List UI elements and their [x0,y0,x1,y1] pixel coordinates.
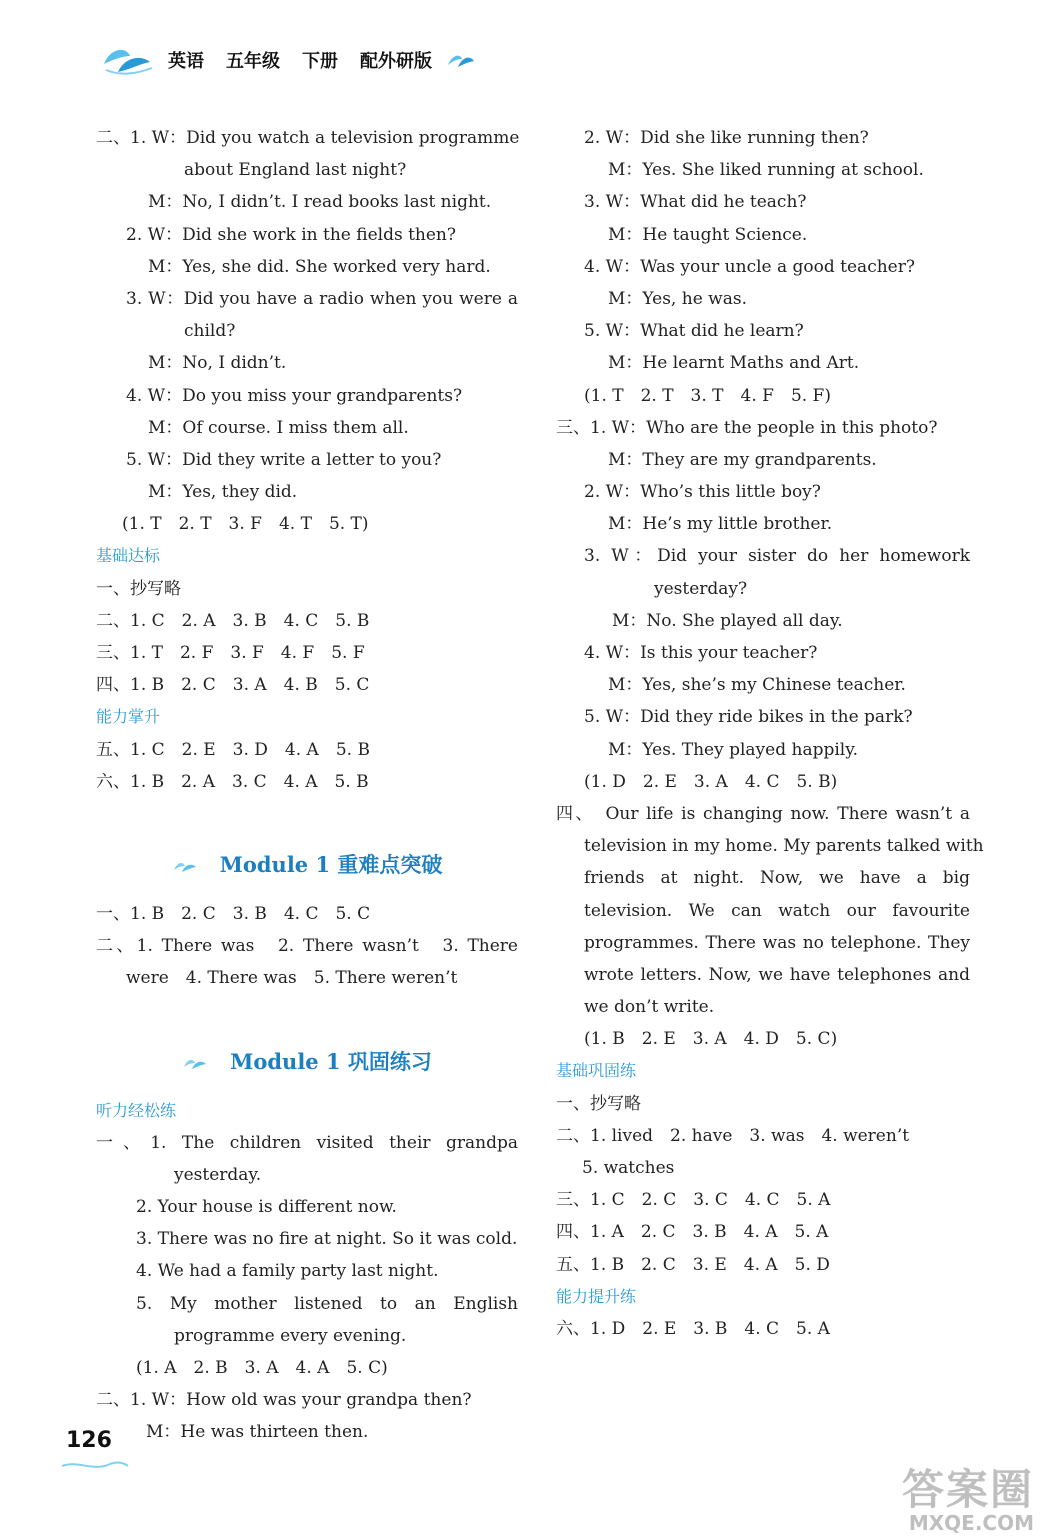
answer-line: 2. Your house is different now. [136,1197,397,1218]
module-heading-text: Module 1 巩固练习 [230,1048,432,1074]
answer-line: M：Yes. They played happily. [608,739,858,760]
answer-line: 一、1. B 2. C 3. B 4. C 5. C [96,903,371,924]
answer-line: 5. W：What did he learn? [584,321,804,342]
header-volume: 下册 [302,51,338,72]
answer-line: M：He was thirteen then. [146,1422,369,1443]
answer-line: 一、抄写略 [556,1093,641,1114]
answer-line: friends at night. Now, we have a big [584,868,970,889]
leaf-icon [172,858,198,874]
answer-line: child? [184,321,236,342]
answer-line: 二、1. W：Did you watch a television programme [96,128,520,148]
answer-line: 5. W：Did they write a letter to you? [126,449,442,470]
answer-line: M：Yes, they did. [148,482,298,503]
module-heading [96,832,518,898]
left-column [96,122,518,1449]
answer-line: 四、1. B 2. C 3. A 4. B 5. C [96,675,370,696]
watermark-url: MXQE.COM [908,1511,1034,1535]
answer-line: (1. A 2. B 3. A 4. A 5. C) [136,1358,388,1378]
answer-line: (1. D 2. E 3. A 4. C 5. B) [584,771,838,792]
answer-line: were 4. There was 5. There weren’t [126,968,458,989]
answer-line: we don’t write. [584,997,715,1018]
answer-line: M：They are my grandparents. [608,449,877,470]
section-label: 听力经松练 [96,1100,177,1120]
section-label: 能力提升练 [556,1286,637,1306]
answer-line: yesterday. [174,1164,262,1185]
answer-line: 3. There was no fire at night. So it was cold. [136,1229,518,1250]
module-heading-text: Module 1 重难点突破 [219,851,443,877]
answer-line: 4. W：Do you miss your grandparents? [126,385,463,406]
page-header [100,42,476,78]
answer-line: television. We can watch our favourite [584,900,970,921]
answer-line: 4. We had a family party last night. [136,1261,439,1282]
leaf-small-icon [446,49,476,71]
answer-line: 四、1. A 2. C 3. B 4. A 5. A [556,1222,829,1243]
answer-line: 2. W：Did she like running then? [584,128,869,148]
page-number: 126 [66,1428,112,1453]
answer-line: 4. W：Is this your teacher? [584,643,818,663]
answer-line: M：No, I didn’t. [148,353,287,374]
answer-line: 5. W：Did they ride bikes in the park? [584,707,913,728]
answer-line: 一、抄写略 [96,578,181,599]
answer-line: M：Yes, he was. [608,288,747,309]
answer-line: 3. W：What did he teach? [584,192,807,213]
answer-line: television in my home. My parents talked with [584,836,984,857]
answer-line: 五、1. B 2. C 3. E 4. A 5. D [556,1254,830,1275]
watermark-logo: 答案圈 [901,1465,1034,1514]
answer-line: 三、1. T 2. F 3. F 4. F 5. F [96,643,365,663]
answer-line: 二、1. W：How old was your grandpa then? [96,1390,472,1411]
module-heading [96,1029,518,1095]
answer-line: 3. W：Did you have a radio when you were a [126,288,518,309]
answer-line: 二、1. lived 2. have 3. was 4. weren’t [556,1125,910,1146]
answer-line: 一、1. The children visited their grandpa [96,1132,518,1153]
answer-line: about England last night? [184,160,407,181]
header-edition: 配外研版 [360,51,432,72]
answer-line: (1. T 2. T 3. F 4. T 5. T) [122,514,369,535]
answer-line: M：He’s my little brother. [608,514,833,535]
answer-line: 二、1. C 2. A 3. B 4. C 5. B [96,610,370,631]
section-gap [96,995,518,1029]
answer-line: 四、 Our life is changing now. There wasn’t a [556,803,970,824]
answer-line: 3. W：Did your sister do her homework [584,546,970,567]
page-swirl-icon [60,1458,130,1472]
answer-line: M：He taught Science. [608,224,808,245]
section-label: 能力掌升 [96,707,161,727]
watermark [901,1465,1034,1535]
answer-line: 六、1. D 2. E 3. B 4. C 5. A [556,1318,830,1339]
answer-line: wrote letters. Now, we have telephones and [584,964,970,985]
answer-line: yesterday? [654,578,748,599]
answer-line: 三、1. C 2. C 3. C 4. C 5. A [556,1190,831,1211]
section-gap [96,798,518,832]
answer-line: 2. W：Who’s this little boy? [584,482,821,503]
answer-line: M：No, I didn’t. I read books last night. [148,192,492,213]
leaf-decoration-icon [100,42,156,78]
answer-line: M：Of course. I miss them all. [148,417,409,438]
answer-line: M：Yes, she did. She worked very hard. [148,256,491,277]
leaf-icon [182,1055,208,1071]
answer-line: 三、1. W：Who are the people in this photo? [556,417,938,438]
answer-line: M：Yes, she’s my Chinese teacher. [608,675,906,696]
answer-line: (1. B 2. E 3. A 4. D 5. C) [584,1029,838,1050]
section-label: 基础达标 [96,546,161,566]
answer-line: (1. T 2. T 3. T 4. F 5. F) [584,385,831,406]
answer-line: 5. watches [582,1158,675,1178]
answer-line: 4. W：Was your uncle a good teacher? [584,256,915,277]
answer-line: 五、1. C 2. E 3. D 4. A 5. B [96,739,370,760]
answer-line: programmes. There was no telephone. They [584,932,970,953]
answer-line: 5. My mother listened to an English [136,1293,518,1314]
answer-line: M：No. She played all day. [612,610,843,631]
answer-line: 六、1. B 2. A 3. C 4. A 5. B [96,771,369,792]
section-label: 基础巩固练 [556,1061,637,1081]
header-subject: 英语 [168,51,204,72]
answer-line: M：Yes. She liked running at school. [608,160,924,181]
answer-line: programme every evening. [174,1325,407,1346]
answer-line: 2. W：Did she work in the fields then? [126,224,456,245]
header-grade: 五年级 [226,51,280,72]
right-column [556,122,984,1345]
answer-line: 二、1. There was 2. There wasn’t 3. There [96,936,518,957]
answer-line: M：He learnt Maths and Art. [608,353,860,374]
